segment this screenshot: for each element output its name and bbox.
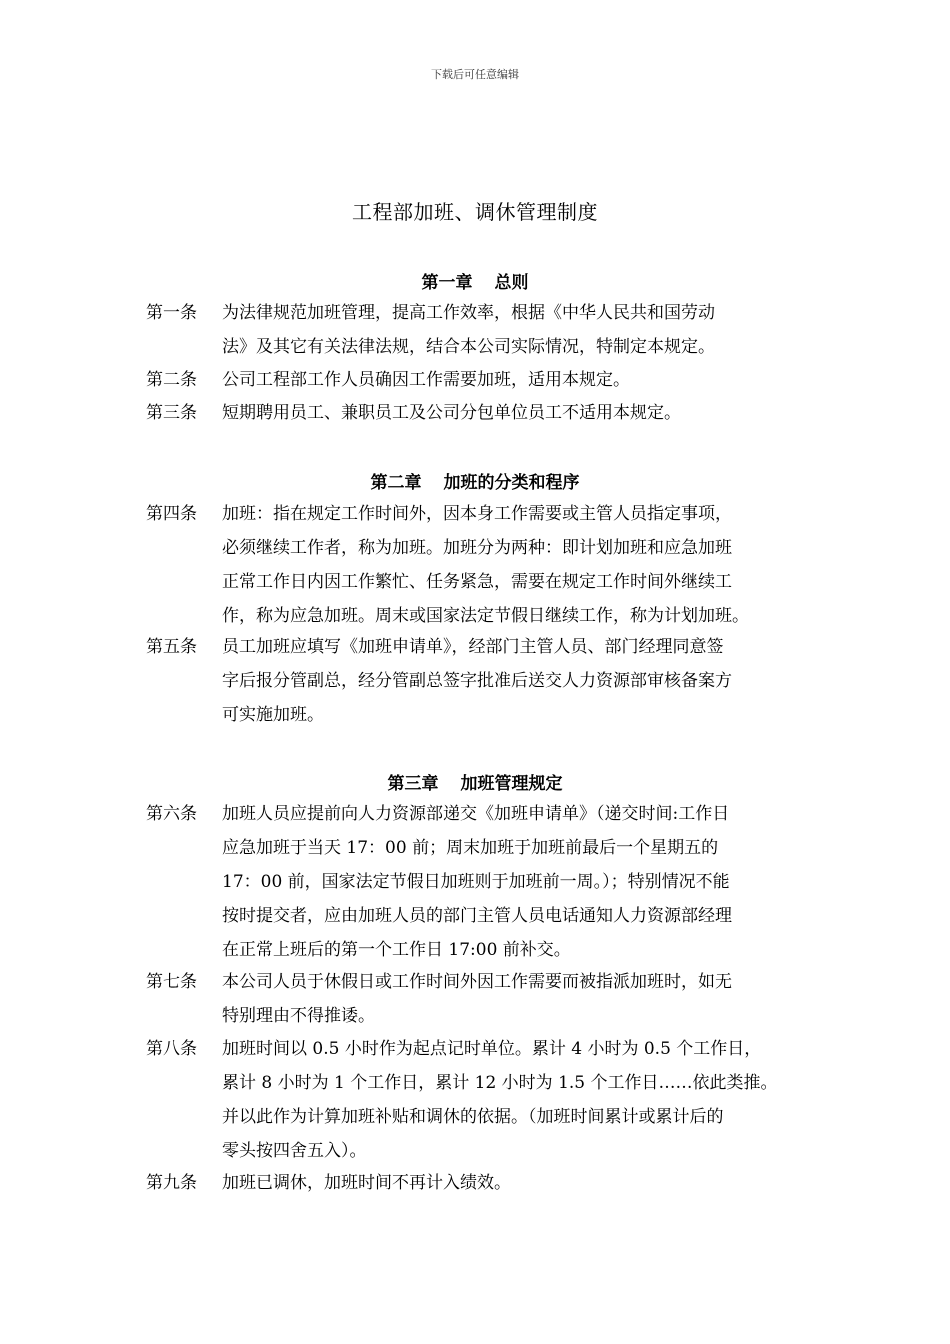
article-label: 第四条: [146, 504, 197, 524]
article-line: 公司工程部工作人员确因工作需要加班，适用本规定。: [222, 370, 630, 390]
article-body: [222, 363, 812, 397]
article-label: 第一条: [146, 303, 197, 323]
document-title: 工程部加班、调休管理制度: [352, 200, 598, 224]
article-line: 零头按四舍五入）。: [222, 1141, 367, 1161]
article-line: 加班已调休，加班时间不再计入绩效。: [222, 1173, 511, 1193]
article-line: 法》及其它有关法律法规，结合本公司实际情况，特制定本规定。: [222, 337, 715, 357]
article-body: [222, 1032, 812, 1168]
chapter-number: 第一章: [421, 273, 473, 293]
article-line: 在正常上班后的第一个工作日 17:00 前补交。: [222, 940, 571, 960]
chapter-number: 第三章: [387, 774, 439, 794]
chapter-name: 加班管理规定: [460, 774, 563, 794]
article-body: [222, 797, 812, 967]
article-7: [146, 965, 826, 1033]
page-header: 下载后可任意编辑: [431, 68, 519, 81]
article-body: [222, 1166, 812, 1200]
article-body: [222, 965, 812, 1033]
chapter-name: 总则: [494, 273, 529, 293]
article-9: [146, 1166, 826, 1200]
article-label: 第二条: [146, 370, 197, 390]
article-body: [222, 296, 812, 364]
chapter-3-heading: [0, 769, 950, 794]
chapter-number: 第二章: [370, 473, 422, 493]
article-5: [146, 630, 826, 732]
article-6: [146, 797, 826, 967]
article-line: 为法律规范加班管理，提高工作效率，根据《中华人民共和国劳动: [222, 303, 715, 323]
article-3: [146, 396, 826, 430]
article-body: [222, 396, 812, 430]
article-line: 短期聘用员工、兼职员工及公司分包单位员工不适用本规定。: [222, 403, 681, 423]
article-line: 必须继续工作者，称为加班。加班分为两种：即计划加班和应急加班: [222, 538, 732, 558]
article-line: 作，称为应急加班。周末或国家法定节假日继续工作，称为计划加班。: [222, 606, 749, 626]
article-label: 第七条: [146, 972, 197, 992]
article-body: [222, 630, 812, 732]
article-line: 应急加班于当天 17：00 前；周末加班于加班前最后一个星期五的: [222, 838, 719, 858]
article-label: 第六条: [146, 804, 197, 824]
article-line: 字后报分管副总，经分管副总签字批准后送交人力资源部审核备案方: [222, 671, 732, 691]
article-line: 正常工作日内因工作繁忙、任务紧急，需要在规定工作时间外继续工: [222, 572, 732, 592]
article-line: 本公司人员于休假日或工作时间外因工作需要而被指派加班时，如无: [222, 972, 732, 992]
article-line: 可实施加班。: [222, 705, 324, 725]
chapter-2-heading: [0, 468, 950, 493]
article-line: 员工加班应填写《加班申请单》，经部门主管人员、部门经理同意签: [222, 637, 724, 657]
article-line: 加班时间以 0.5 小时作为起点记时单位。累计 4 小时为 0.5 个工作日，: [222, 1039, 762, 1059]
article-line: 加班人员应提前向人力资源部递交《加班申请单》（递交时间:工作日: [222, 804, 730, 824]
article-label: 第九条: [146, 1173, 197, 1193]
article-4: [146, 497, 826, 633]
article-1: [146, 296, 826, 364]
article-label: 第五条: [146, 637, 197, 657]
article-label: 第八条: [146, 1039, 197, 1059]
article-2: [146, 363, 826, 397]
article-line: 特别理由不得推诿。: [222, 1006, 375, 1026]
article-line: 加班：指在规定工作时间外，因本身工作需要或主管人员指定事项，: [222, 504, 732, 524]
article-line: 按时提交者，应由加班人员的部门主管人员电话通知人力资源部经理: [222, 906, 732, 926]
chapter-name: 加班的分类和程序: [443, 473, 580, 493]
article-8: [146, 1032, 826, 1168]
article-line: 累计 8 小时为 1 个工作日，累计 12 小时为 1.5 个工作日……依此类推。: [222, 1073, 778, 1093]
article-line: 并以此作为计算加班补贴和调休的依据。（加班时间累计或累计后的: [222, 1107, 724, 1127]
article-label: 第三条: [146, 403, 197, 423]
article-line: 17：00 前，国家法定节假日加班则于加班前一周。）；特别情况不能: [222, 872, 730, 892]
article-body: [222, 497, 812, 633]
chapter-1-heading: [0, 268, 950, 293]
